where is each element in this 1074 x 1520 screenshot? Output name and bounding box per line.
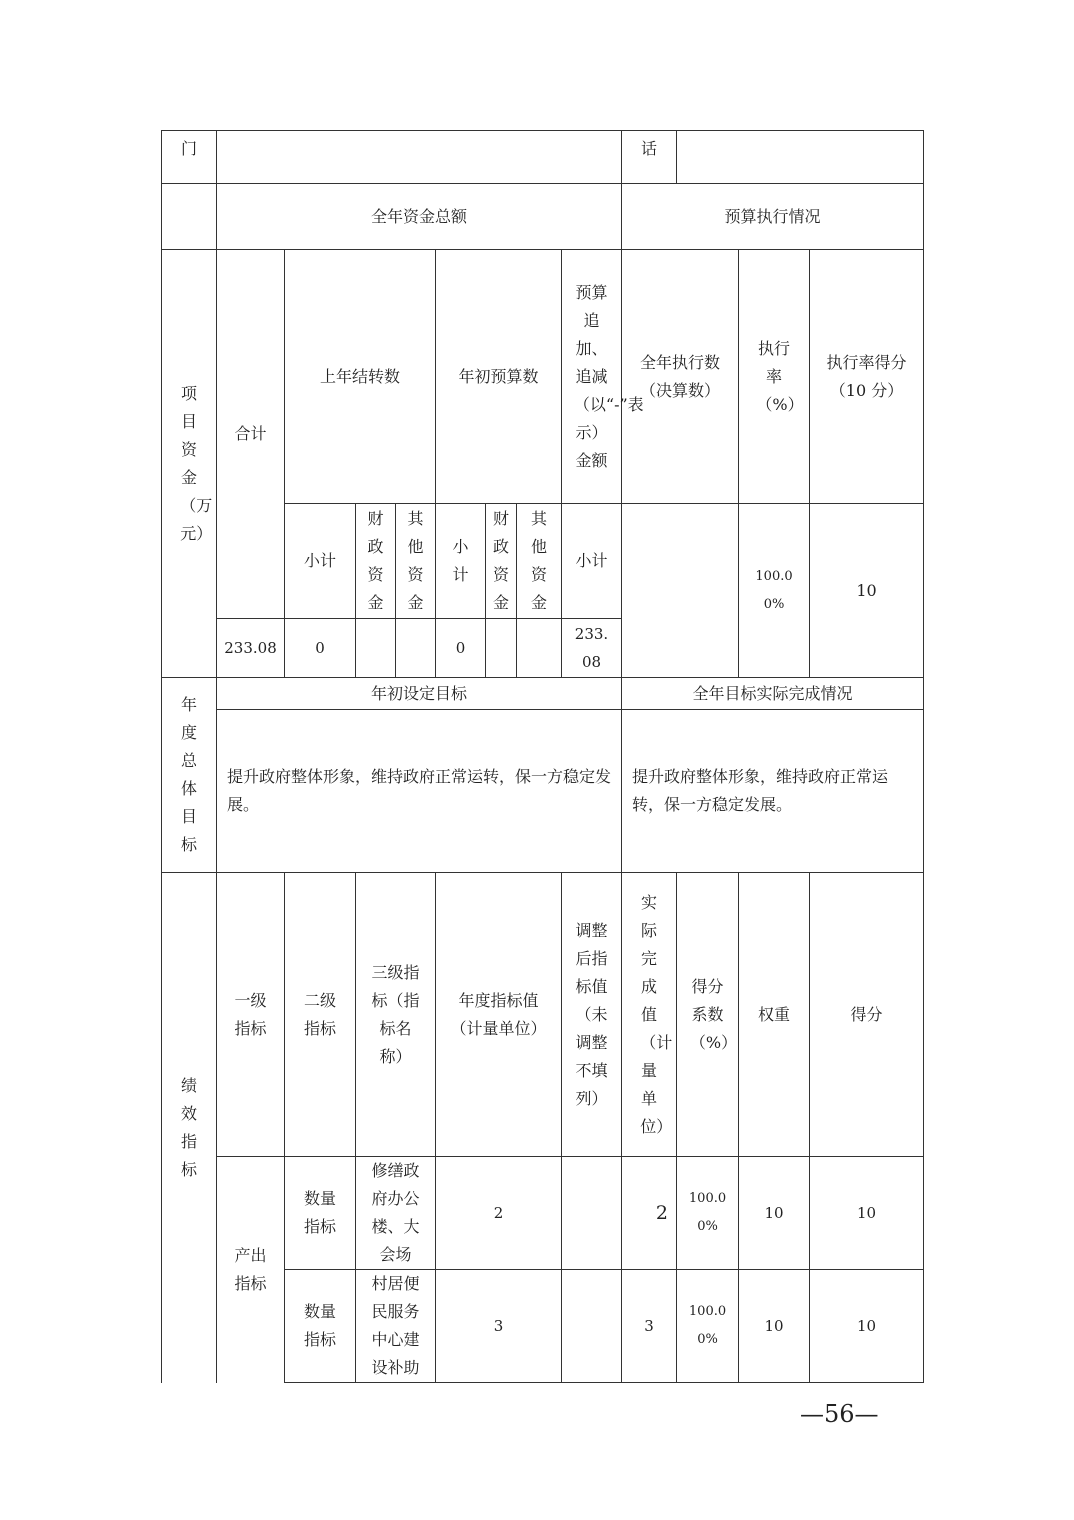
- h-actual-cell: [622, 873, 677, 1157]
- goals-initial-text: 提升政府整体形象，维持政府正常运转，保一方稳定发展。: [217, 710, 622, 873]
- total-header: 合计: [217, 250, 285, 619]
- r1-coef: 100.00%: [688, 1191, 727, 1234]
- goals-side-label-cell: [162, 678, 217, 873]
- total-value: 233.08: [224, 639, 277, 657]
- r2-level2: 数量指标: [303, 1302, 336, 1349]
- exec-rate-value: 100.00%: [755, 568, 793, 612]
- exec-rate-header-cell: [739, 250, 810, 504]
- goals-initial-header: 年初设定目标: [217, 678, 622, 710]
- dept-label: 门: [180, 139, 197, 158]
- carry-fiscal-header: 财政资金: [367, 509, 384, 612]
- performance-table: [161, 130, 924, 1383]
- r2-annual: 3: [436, 1270, 562, 1383]
- total-funds-header: 全年资金总额: [217, 184, 622, 250]
- h-level3-cell: [356, 873, 436, 1157]
- init-fiscal-cell: [486, 504, 517, 619]
- level1-value-cell: [217, 1157, 285, 1383]
- h-annual-cell: [436, 873, 562, 1157]
- h-actual: 实际完成值（计量单位）: [640, 892, 673, 1136]
- carry-fiscal-cell: [356, 504, 396, 618]
- dept-value-cell: [217, 131, 622, 184]
- level1-value: 产出指标: [234, 1245, 267, 1293]
- r2-level3-cell: [356, 1270, 436, 1383]
- r2-actual: 3: [622, 1270, 677, 1383]
- h-adjusted: 调整后指标值（未调整不填列）: [575, 920, 608, 1108]
- r1-coef-cell: [677, 1157, 739, 1270]
- funds-side-label: 项目资金（万元）: [180, 383, 213, 543]
- perf-side-label-cell: [162, 873, 217, 1383]
- exec-score-header: 执行率得分（10 分）: [826, 352, 907, 400]
- dept-label-cell: [162, 131, 217, 184]
- h-level1-cell: [217, 873, 285, 1157]
- carry-other-cell: [396, 504, 436, 618]
- exec-rate-header: 执行率（%）: [756, 338, 804, 414]
- carry-other-header: 其他资金: [407, 509, 424, 612]
- goals-actual-text: 提升政府整体形象，维持政府正常运转，保一方稳定发展。: [622, 710, 924, 873]
- adjust-subtotal-header: 小计: [562, 504, 622, 619]
- goals-side-label: 年度总体目标: [180, 695, 197, 854]
- carry-sub-cells: [356, 504, 436, 619]
- h-level2: 二级指标: [303, 990, 336, 1038]
- r1-score: 10: [810, 1157, 924, 1270]
- r2-weight: 10: [739, 1270, 810, 1383]
- r1-level3: 修缮政府办公楼、大会场: [371, 1161, 420, 1264]
- budget-exec-header: 预算执行情况: [622, 184, 924, 250]
- carryover-header: 上年结转数: [285, 250, 436, 504]
- funds-side-label-cell: [162, 250, 217, 678]
- h-level2-cell: [285, 873, 356, 1157]
- h-coef: 得分系数（%）: [689, 976, 738, 1052]
- h-level1: 一级指标: [234, 990, 267, 1038]
- initial-budget-header: 年初预算数: [436, 250, 562, 504]
- r2-level3: 村居便民服务中心建设补助: [371, 1274, 420, 1377]
- r2-score: 10: [810, 1270, 924, 1383]
- r2-level2-cell: [285, 1270, 356, 1383]
- carry-subtotal-header: 小计: [285, 504, 356, 619]
- r1-level2: 数量指标: [303, 1189, 336, 1236]
- carry-sub-value: 0: [285, 619, 356, 678]
- annual-exec-header: 全年执行数（决算数）: [640, 352, 721, 400]
- phone-label: 话: [641, 139, 658, 158]
- r1-annual: 2: [436, 1157, 562, 1270]
- perf-side-label: 绩效指标: [180, 1075, 197, 1179]
- carry-other-value: [396, 619, 436, 677]
- total-value-cell: [217, 619, 285, 678]
- h-adjusted-cell: [562, 873, 622, 1157]
- r1-weight: 10: [739, 1157, 810, 1270]
- r2-coef-cell: [677, 1270, 739, 1383]
- init-subtotal-header: 小计: [452, 537, 469, 584]
- carry-split-values: [356, 619, 436, 678]
- phone-label-cell: [622, 131, 677, 184]
- h-coef-cell: [677, 873, 739, 1157]
- init-other-cell: [517, 504, 562, 619]
- r1-level3-cell: [356, 1157, 436, 1270]
- exec-rate-value-cell: [739, 504, 810, 678]
- init-sub-value: 0: [436, 619, 486, 678]
- init-fiscal-value: [486, 619, 517, 678]
- h-annual: 年度指标值（计量单位）: [450, 990, 547, 1038]
- init-other-header: 其他资金: [530, 509, 547, 612]
- page-number: —56—: [800, 1400, 879, 1428]
- carry-split: [356, 504, 435, 618]
- init-subtotal-cell: [436, 504, 486, 619]
- blank-cell: [162, 184, 217, 250]
- init-other-value: [517, 619, 562, 678]
- h-level3: 三级指标（指标名称）: [371, 962, 420, 1066]
- r1-actual: 2: [622, 1157, 677, 1270]
- r2-coef: 100.00%: [688, 1304, 727, 1347]
- carry-split-values-inner: [356, 619, 435, 677]
- exec-score-value: 10: [810, 504, 924, 678]
- adjust-sub-value: 233.08: [574, 625, 609, 671]
- carry-fiscal-value: [356, 619, 396, 677]
- phone-value-cell: [677, 131, 924, 184]
- annual-exec-header-cell: [622, 250, 739, 504]
- goals-actual-header: 全年目标实际完成情况: [622, 678, 924, 710]
- h-score: 得分: [810, 873, 924, 1157]
- init-fiscal-header: 财政资金: [492, 509, 509, 612]
- exec-score-header-cell: [810, 250, 924, 504]
- adjust-header: 预算追加、追减（以“-”表示）金额: [573, 282, 644, 470]
- r1-adjusted: [562, 1157, 622, 1270]
- adjust-sub-value-cell: [562, 619, 622, 678]
- exec-blank-cell: [622, 504, 739, 678]
- adjust-header-cell: [562, 250, 644, 504]
- r1-level2-cell: [285, 1157, 356, 1270]
- r2-adjusted: [562, 1270, 622, 1383]
- h-weight: 权重: [739, 873, 810, 1157]
